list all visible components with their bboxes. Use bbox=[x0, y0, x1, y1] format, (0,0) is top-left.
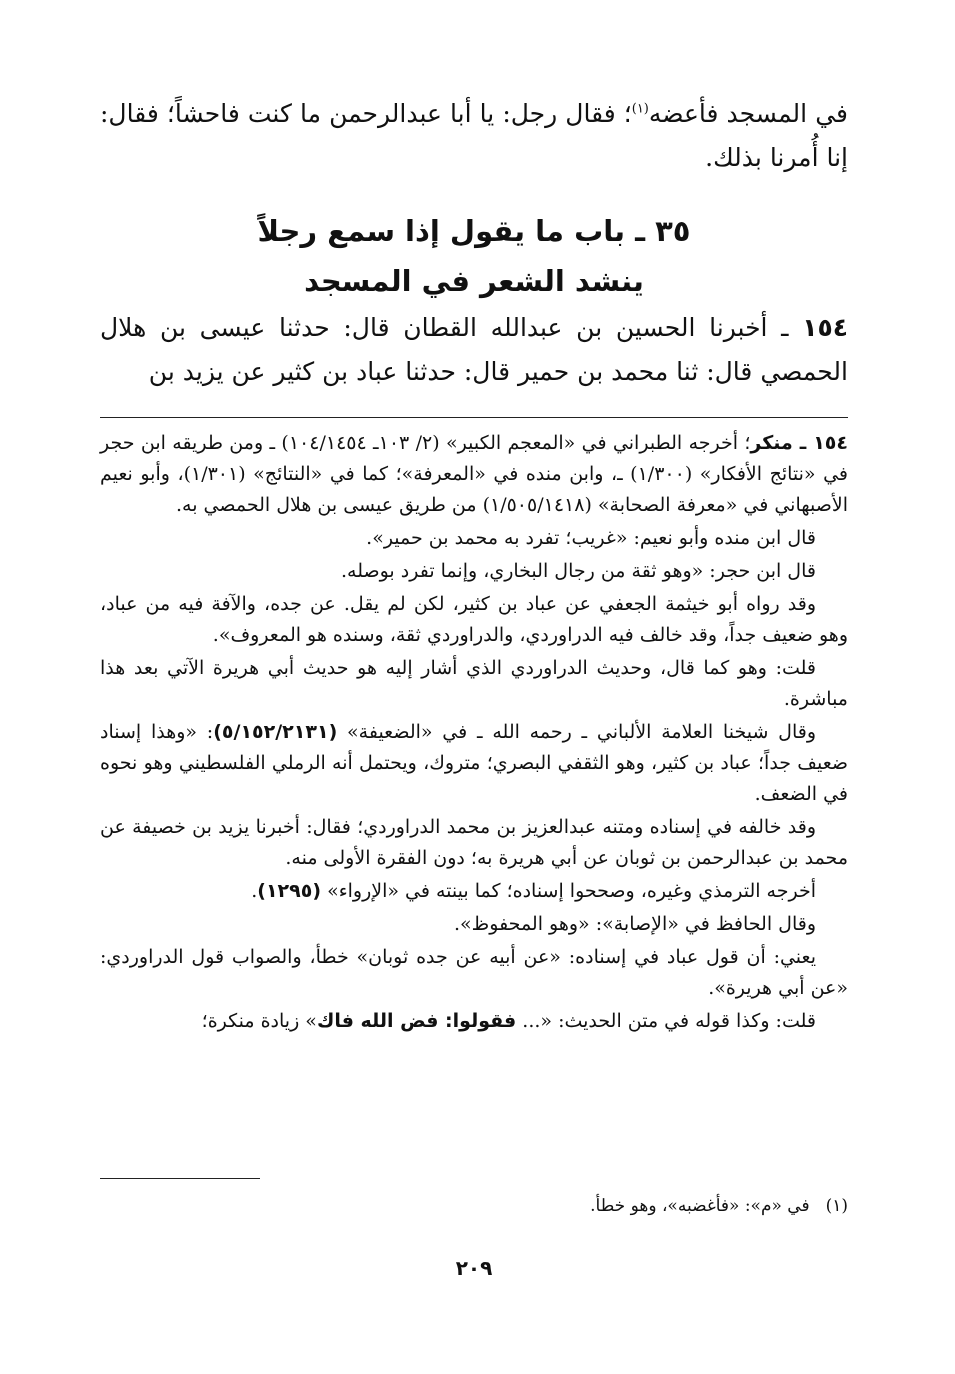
commentary-text: : «وهذا إسناد ضعيف جداً؛ عباد بن كثير، وهو الثقفي البصري؛ متروك، ويحتمل أنه الرملي الفلسطيني وهو نحوه في الضعف. bbox=[100, 721, 848, 805]
footnote bbox=[100, 1192, 848, 1220]
commentary-paragraph bbox=[100, 428, 848, 521]
footnote-text: في «م»: «فأغضبه»، وهو خطأ. bbox=[590, 1196, 810, 1216]
hadith-number: ١٥٤ bbox=[802, 313, 848, 342]
continued-paragraph bbox=[100, 92, 848, 180]
footnote-marker: (١) bbox=[631, 101, 649, 117]
commentary-text: ؛ أخرجه الطبراني في «المعجم الكبير» (٢/ ١٠٣ـ ١٠٤/١٤٥٤) ـ ومن طريقه ابن حجر في «نتائج الأفكار» (١/٣٠٠) ـ، وابن منده في «المعرفة»؛ كما في «النتائج» (١/٣٠١)، وأبو نعيم الأصبهاني في «معرفة الصحابة» (١/٥٠٥/١٤١٨) من طريق عيسى بن هلال الحمصي به. bbox=[100, 432, 849, 516]
commentary-paragraph: وقد خالفه في إسناده ومتنه عبدالعزيز بن محمد الدراوردي؛ فقال: أخبرنا يزيد بن خصيفة عن محمد بن عبدالرحمن بن ثوبان عن أبي هريرة به؛ دون الفقرة الأولى منه. bbox=[100, 816, 848, 869]
chapter-heading-line-2: ينشد الشعر في المسجد bbox=[304, 264, 644, 298]
commentary-text: » زيادة منكرة؛ bbox=[201, 1010, 317, 1032]
paragraph-text-end: ؛ فقال رجل: يا أبا عبدالرحمن ما كنت فاحشاً؛ فقال: إنا أُمرنا بذلك. bbox=[100, 99, 848, 172]
footnote-divider bbox=[100, 1178, 260, 1179]
commentary-paragraph: وقد رواه أبو خيثمة الجعفي عن عباد بن كثير، لكن لم يقل. عن جده، والآفة فيه من عباد، وهو ضعيف جداً، وقد خالف فيه الدراوردي، والدراوردي ثقة، وسنده هو المعروف». bbox=[100, 593, 848, 646]
commentary-paragraph bbox=[100, 1006, 848, 1037]
commentary-text: . bbox=[251, 880, 258, 902]
commentary-text: أخرجه الترمذي وغيره، وصححوا إسناده؛ كما بينته في «الإرواء» bbox=[321, 880, 816, 902]
hadith-text bbox=[100, 306, 848, 394]
commentary-paragraph: قلت: وهو كما قال، وحديث الدراوردي الذي أشار إليه هو حديث أبي هريرة الآتي بعد هذا مباشرة. bbox=[100, 657, 848, 710]
commentary-section bbox=[100, 428, 848, 1039]
commentary-paragraph: قال ابن حجر: «وهو ثقة من رجال البخاري، وإنما تفرد بوصله. bbox=[340, 560, 816, 582]
chapter-heading-line-1: ٣٥ ـ باب ما يقول إذا سمع رجلاً bbox=[257, 214, 691, 248]
commentary-text: قلت: وكذا قوله في متن الحديث: «... bbox=[516, 1010, 816, 1032]
commentary-paragraph bbox=[100, 876, 848, 907]
hadith-isnad: ـ أخبرنا الحسين بن عبدالله القطان قال: حدثنا عيسى بن هلال الحمصي قال: ثنا محمد بن حمير قال: حدثنا عباد بن كثير عن يزيد بن bbox=[100, 313, 848, 386]
page-number: ٢٠٩ bbox=[455, 1256, 493, 1280]
commentary-text: وقال شيخنا العلامة الألباني ـ رحمه الله ـ في «الضعيفة» bbox=[337, 721, 816, 743]
quoted-phrase: فقولوا: فض الله فاك bbox=[316, 1010, 517, 1032]
reference-number: (١٢٩٥) bbox=[257, 880, 322, 902]
chapter-heading bbox=[100, 206, 848, 306]
commentary-hadith-number: ١٥٤ bbox=[813, 432, 848, 454]
reference-number: (٥/١٥٢/٢١٣١) bbox=[213, 721, 338, 743]
grading-label: ـ منكر bbox=[750, 432, 814, 454]
commentary-paragraph: وقال الحافظ في «الإصابة»: «وهو المحفوظ». bbox=[454, 913, 816, 935]
main-text-divider bbox=[100, 417, 848, 418]
commentary-paragraph: يعني: أن قول عباد في إسناده: «عن أبيه عن جده ثوبان» خطأ، والصواب قول الدراوردي: «عن أبي هريرة». bbox=[100, 946, 848, 999]
footnote-number: (١) bbox=[825, 1196, 848, 1216]
commentary-paragraph: قال ابن منده وأبو نعيم: «غريب؛ تفرد به محمد بن حمير». bbox=[366, 527, 816, 549]
paragraph-text-start: في المسجد فأعضه bbox=[648, 99, 848, 128]
commentary-paragraph bbox=[100, 717, 848, 810]
